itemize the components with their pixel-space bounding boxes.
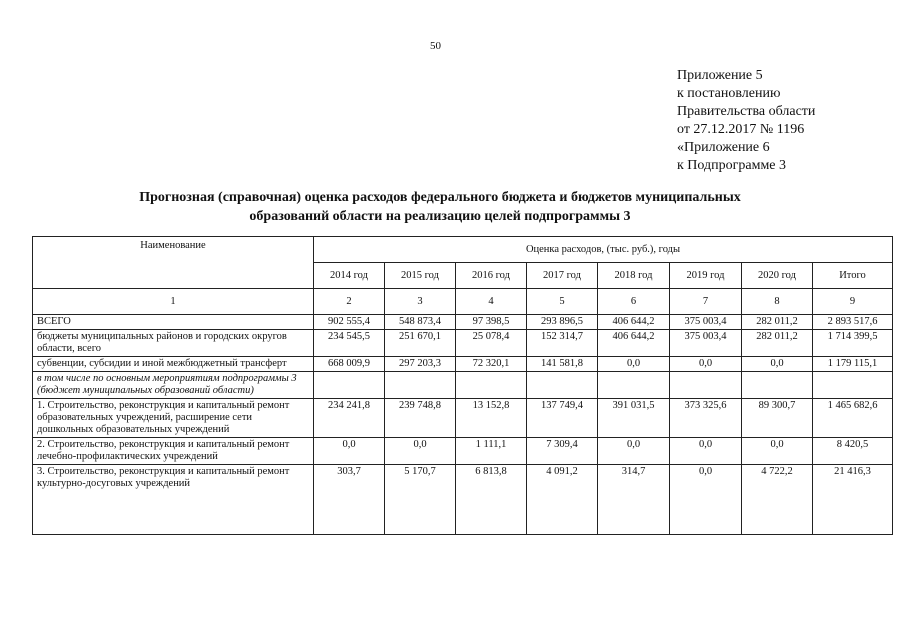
year-header: 2020 год (742, 263, 813, 289)
cell-value: 4 091,2 (527, 465, 598, 535)
cell-value (314, 372, 385, 399)
appendix-line: Правительства области (677, 104, 816, 119)
table-row (33, 372, 893, 399)
page-number: 50 (430, 40, 441, 52)
table-row (33, 438, 893, 465)
cell-value (742, 372, 813, 399)
cell-value: 1 714 399,5 (813, 330, 893, 357)
column-index: 8 (742, 289, 813, 315)
table-row (33, 465, 893, 535)
column-index: 2 (314, 289, 385, 315)
cell-value: 234 241,8 (314, 399, 385, 438)
row-name: 3. Строительство, реконструкция и капитальный ремонт культурно-досуговых учреждений (33, 465, 314, 535)
table-row (33, 399, 893, 438)
cell-value: 293 896,5 (527, 315, 598, 330)
cell-value: 1 111,1 (456, 438, 527, 465)
cell-value: 0,0 (670, 357, 742, 372)
column-index: 7 (670, 289, 742, 315)
row-name: 2. Строительство, реконструкция и капитальный ремонт лечебно-профилактических учреждений (33, 438, 314, 465)
column-index: 9 (813, 289, 893, 315)
row-name: субвенции, субсидии и иной межбюджетный трансферт (33, 357, 314, 372)
document-title (60, 188, 820, 226)
cell-value: 25 078,4 (456, 330, 527, 357)
row-name: бюджеты муниципальных районов и городских округов области, всего (33, 330, 314, 357)
appendix-line: к Подпрограмме 3 (677, 158, 787, 173)
cell-value (670, 372, 742, 399)
cell-value: 297 203,3 (385, 357, 456, 372)
cell-value: 97 398,5 (456, 315, 527, 330)
cell-value: 152 314,7 (527, 330, 598, 357)
cell-value: 282 011,2 (742, 315, 813, 330)
cell-value: 668 009,9 (314, 357, 385, 372)
cell-value: 4 722,2 (742, 465, 813, 535)
cell-value: 7 309,4 (527, 438, 598, 465)
cell-value: 234 545,5 (314, 330, 385, 357)
cell-value (598, 372, 670, 399)
cell-value (527, 372, 598, 399)
cell-value: 5 170,7 (385, 465, 456, 535)
year-header: 2019 год (670, 263, 742, 289)
column-index: 5 (527, 289, 598, 315)
cell-value: 251 670,1 (385, 330, 456, 357)
cell-value: 137 749,4 (527, 399, 598, 438)
cell-value: 21 416,3 (813, 465, 893, 535)
appendix-line: от 27.12.2017 № 1196 (677, 122, 805, 137)
document-title-line: образований области на реализацию целей подпрограммы 3 (249, 209, 631, 224)
year-header: 2017 год (527, 263, 598, 289)
appendix-line: к постановлению (677, 86, 781, 101)
column-index: 6 (598, 289, 670, 315)
cell-value: 282 011,2 (742, 330, 813, 357)
name-column-header: Наименование (33, 237, 314, 289)
budget-table (32, 236, 893, 535)
cell-value: 0,0 (598, 438, 670, 465)
cell-value: 1 465 682,6 (813, 399, 893, 438)
cell-value: 141 581,8 (527, 357, 598, 372)
cell-value: 303,7 (314, 465, 385, 535)
table-row (33, 330, 893, 357)
cell-value (813, 372, 893, 399)
cell-value: 0,0 (670, 465, 742, 535)
cell-value: 8 420,5 (813, 438, 893, 465)
cell-value: 0,0 (314, 438, 385, 465)
total-header: Итого (813, 263, 893, 289)
cell-value: 1 179 115,1 (813, 357, 893, 372)
cell-value (456, 372, 527, 399)
cell-value: 89 300,7 (742, 399, 813, 438)
table-row (33, 357, 893, 372)
cell-value: 391 031,5 (598, 399, 670, 438)
year-header: 2015 год (385, 263, 456, 289)
cell-value: 0,0 (670, 438, 742, 465)
cell-value: 0,0 (742, 438, 813, 465)
cell-value: 902 555,4 (314, 315, 385, 330)
row-name: 1. Строительство, реконструкция и капитальный ремонт образовательных учреждений, расширение сети дошкольных образовательных учреждений (33, 399, 314, 438)
cell-value: 0,0 (598, 357, 670, 372)
column-index: 4 (456, 289, 527, 315)
appendix-line: Приложение 5 (677, 68, 763, 83)
cell-value: 239 748,8 (385, 399, 456, 438)
cell-value: 406 644,2 (598, 315, 670, 330)
cell-value: 406 644,2 (598, 330, 670, 357)
row-name: в том числе по основным мероприятиям подпрограммы 3 (бюджет муниципальных образований области) (33, 372, 314, 399)
row-name: ВСЕГО (33, 315, 314, 330)
cell-value: 13 152,8 (456, 399, 527, 438)
column-index: 1 (33, 289, 314, 315)
cell-value: 2 893 517,6 (813, 315, 893, 330)
year-header: 2018 год (598, 263, 670, 289)
cell-value (385, 372, 456, 399)
year-header: 2014 год (314, 263, 385, 289)
cell-value: 0,0 (742, 357, 813, 372)
document-title-line: Прогнозная (справочная) оценка расходов федерального бюджета и бюджетов муниципальных (139, 190, 741, 205)
expense-estimate-header: Оценка расходов, (тыс. руб.), годы (314, 237, 893, 263)
cell-value: 375 003,4 (670, 330, 742, 357)
cell-value: 0,0 (385, 438, 456, 465)
appendix-block (677, 67, 815, 175)
cell-value: 6 813,8 (456, 465, 527, 535)
cell-value: 375 003,4 (670, 315, 742, 330)
cell-value: 373 325,6 (670, 399, 742, 438)
table-row (33, 315, 893, 330)
cell-value: 548 873,4 (385, 315, 456, 330)
column-index: 3 (385, 289, 456, 315)
year-header: 2016 год (456, 263, 527, 289)
cell-value: 72 320,1 (456, 357, 527, 372)
cell-value: 314,7 (598, 465, 670, 535)
appendix-line: «Приложение 6 (677, 140, 770, 155)
